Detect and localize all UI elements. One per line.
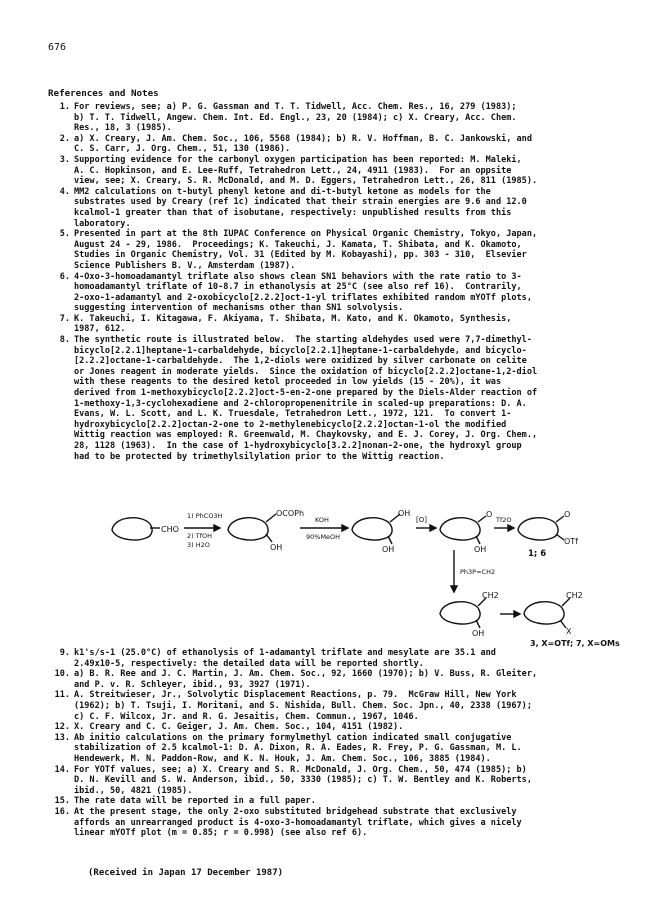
label-o: O [486,510,493,519]
reagent-step4: Tf2O [496,516,512,524]
references-heading: References and Notes [48,88,159,99]
reference-number: 9. [59,648,70,658]
reference-item [48,155,638,187]
reference-number: 12. [54,722,70,733]
reference-item [48,229,638,271]
bicyclic-ring-drawing [112,518,152,540]
label-ch2: CH2 [566,591,583,600]
reference-item [48,134,638,155]
reagent-step1: 2) TfOH [187,532,213,540]
reagent-step3: [O] [416,516,427,524]
reference-item [48,102,638,134]
reference-item [48,187,638,229]
reference-item [48,335,638,462]
label-o: O [564,510,571,519]
reference-item [48,807,638,839]
reference-number: 4. [59,186,70,197]
reference-text: Supporting evidence for the carbonyl oxygen participation has been reported: M. Maleki, A. C. Hopkinson, and E. Lee-Ruff, Tetrahedron Lett., 24, 4911 (1983). For an oppsite view, see; X. Creary, S. R. McDonald, and M. D. Eggers, Tetrahedron Lett., 26, 811 (1985). [74,154,538,187]
reference-text: MM2 calculations on t-butyl phenyl ketone and di-t-butyl ketone as models for the substrates used by Creary (ref 1c) indicated that their strain energies are 9.6 and 12.0 kcalmol-1 greater than that of isobutane, respectively: unpublished results from this laboratory. [74,186,527,229]
bicyclic-ring-drawing [352,518,392,540]
reference-number: 7. [59,313,70,324]
compound-label: 3, X=OTf; 7, X=OMs [530,639,620,648]
reference-text: K. Takeuchi, I. Kitagawa, F. Akiyama, T. Shibata, M. Kato, and K. Okamoto, Synthesis, 1987, 612. [74,313,512,335]
references-list-continued [48,648,638,839]
reference-number: 2. [59,133,70,144]
reference-number: 1. [59,102,70,112]
label-otf: OTf [564,537,578,546]
label-ch2: CH2 [482,591,499,600]
reference-text: a) B. R. Ree and J. C. Martin, J. Am. Chem. Soc., 92, 1660 (1970); b) V. Buss, R. Gleiter, and P. v. R. Schleyer, ibid., 93, 3927 (1971). [74,669,538,690]
reference-text: The synthetic route is illustrated below. The starting aldehydes used were 7,7-dimethyl- bicyclo[2.2.1]heptane-1-carbaldehyde, bicyclo[2.2.1]heptane-1-carbaldehyde, and bicyclo- [2.2.2]octane-1-carbaldehyde. The 1,2-diols were oxidized by silver carbonate on celite or Jones reagent in moderate yields. Since the oxidation of bicyclo[2.2.2]octane-1,2-diol with these reagents to the desired ketol proceeded in low yields (15 - 20%), it was derived from 1-methoxybicyclo[2.2.2]oct-5-en-2-one prepared by the Diels-Alder reaction of 1-methoxy-1,3-cyclohexadiene and 2-chloropropenenitrile in scaled-up preparations: D. A. Evans, W. L. Scott, and L. K. Truesdale, Tetrahedron Lett., 1972, 121. To convert 1- hydroxybicyclo[2.2.2]octan-2-one to 2-methylenebicyclo[2.2.2]octan-1-ol the modified Wittig reaction was employed: R. Greenwald, M. Chaykovsky, and E. J. Corey, J. Org. Chem., 28, 1128 (1963). In the case of 1-hydroxybicyclo[3.2.2]nonan-2-one, the hydroxyl group had to be protected by trimethylsilylation prior to the Wittig reaction. [74,335,538,462]
reference-number: 14. [54,764,70,775]
reference-text: k1's/s-1 (25.0°C) of ethanolysis of 1-adamantyl triflate and mesylate are 35.1 and 2.49x10-5, respectively: the detailed data will be reported shortly. [74,648,496,669]
reference-text: a) X. Creary, J. Am. Chem. Soc., 106, 5568 (1984); b) R. V. Hoffman, B. C. Jankowski, and C. S. Carr, J. Org. Chem., 51, 130 (1986). [74,133,532,155]
reference-number: 15. [54,796,70,807]
reference-item [48,796,638,807]
reference-item [48,765,638,797]
reference-number: 6. [59,271,70,282]
label-x: X [566,627,572,636]
compound-label: 1; 6 [528,549,547,559]
reference-text: The rate data will be reported in a full paper. [74,796,316,807]
reference-number: 11. [54,690,70,701]
reagent-wittig: Ph3P=CH2 [460,568,496,576]
reference-text: Ab initio calculations on the primary formylmethyl cation indicated small conjugative stabilization of 2.5 kcalmol-1: D. A. Dixon, R. A. Eades, R. Frey, P. G. Gassman, M. L. Hendewerk, M. N. Paddon-Row, and K. N. Houk, J. Am. Chem. Soc., 106, 3885 (1984). [74,732,522,764]
reagent-step2: KOH [315,516,329,524]
bicyclic-ring-drawing [228,518,268,540]
references-list [48,102,638,462]
label-cho: CHO [161,525,179,534]
label-oh: OH [472,629,485,638]
reference-text: X. Creary and C. C. Geiger, J. Am. Chem. Soc., 104, 4151 (1982). [74,722,404,733]
reference-text: 4-Oxo-3-homoadamantyl triflate also shows clean SN1 behaviors with the rate ratio to 3- homoadamantyl triflate of 10-8.7 in ethanolysis at 25°C (see also ref 16). Contrarily, 2-oxo-1-adamantyl and 2-oxobicyclo[2.2.2]oct-1-yl triflates exhibited random mYOTf plots, suggesting intervention of mechanisms other than SN1 solvolysis. [74,271,532,314]
label-oh: OH [474,545,487,554]
bicyclic-ring-drawing [524,602,564,624]
label-oh: OH [382,545,395,554]
bicyclic-ring-drawing [518,518,558,540]
reagent-step2: 90%MeOH [306,533,341,541]
reference-item [48,669,638,690]
reference-text: Presented in part at the 8th IUPAC Conference on Physical Organic Chemistry, Tokyo, Japan, August 24 - 29, 1986. Proceedings; K. Takeuchi, J. Kamata, T. Shibata, and K. Okamoto, Studies in Organic Chemistry, Vol. 31 (Edited by M. Kobayashi), pp. 303 - 310, Elsevier Science Publishers B. V., Amsterdam (1987). [74,229,538,271]
reference-text: A. Streitwieser, Jr., Solvolytic Displacement Reactions, p. 79. McGraw Hill, New York (1962); b) T. Tsuji, I. Moritani, and S. Nishida, Bull. Chem. Soc. Jpn., 40, 2338 (1967); c) C. F. Wilcox, Jr. and R. G. Jesaitis, Chem. Commun., 1967, 1046. [74,690,532,722]
reference-number: 3. [59,154,70,165]
reference-number: 13. [54,732,70,743]
label-oh: OH [270,543,283,552]
reference-item [48,733,638,765]
reference-number: 5. [59,229,70,240]
label-ocoph: OCOPh [276,510,305,518]
reagent-step1: 3) H2O [187,541,210,549]
received-date: (Received in Japan 17 December 1987) [88,868,284,878]
page-number: 676 [48,42,67,53]
label-oh: OH [398,510,411,518]
reagent-step1: 1) PhCO3H [187,512,223,520]
reference-item [48,314,638,335]
synthetic-scheme [110,510,630,648]
reference-text: At the present stage, the only 2-oxo substituted bridgehead substrate that exclusively affords an unrearranged product is 4-oxo-3-homoadamantyl triflate, which gives a nicely linear mYOTf plot (m = 0.85; r = 0.998) (see also ref 6). [74,806,522,839]
reference-text: For reviews, see; a) P. G. Gassman and T. T. Tidwell, Acc. Chem. Res., 16, 279 (1983); b) T. T. Tidwell, Angew. Chem. Int. Ed. Engl., 23, 20 (1984); c) X. Creary, Acc. Chem. Res., 18, 3 (1985). [74,102,517,134]
bicyclic-ring-drawing [440,602,480,624]
reference-number: 10. [54,669,70,680]
reference-item [48,272,638,314]
bicyclic-ring-drawing [440,518,480,540]
reference-item [48,690,638,722]
reference-item [48,722,638,733]
reference-number: 16. [54,806,70,817]
reference-number: 8. [59,335,70,346]
reference-text: For YOTf values, see; a) X. Creary and S. R. McDonald, J. Org. Chem., 50, 474 (1985); b) D. N. Kevill and S. W. Anderson, ibid., 50, 3330 (1985); c) T. W. Bentley and K. Roberts, ibid., 50, 4821 (1985). [74,764,532,796]
reference-item [48,648,638,669]
